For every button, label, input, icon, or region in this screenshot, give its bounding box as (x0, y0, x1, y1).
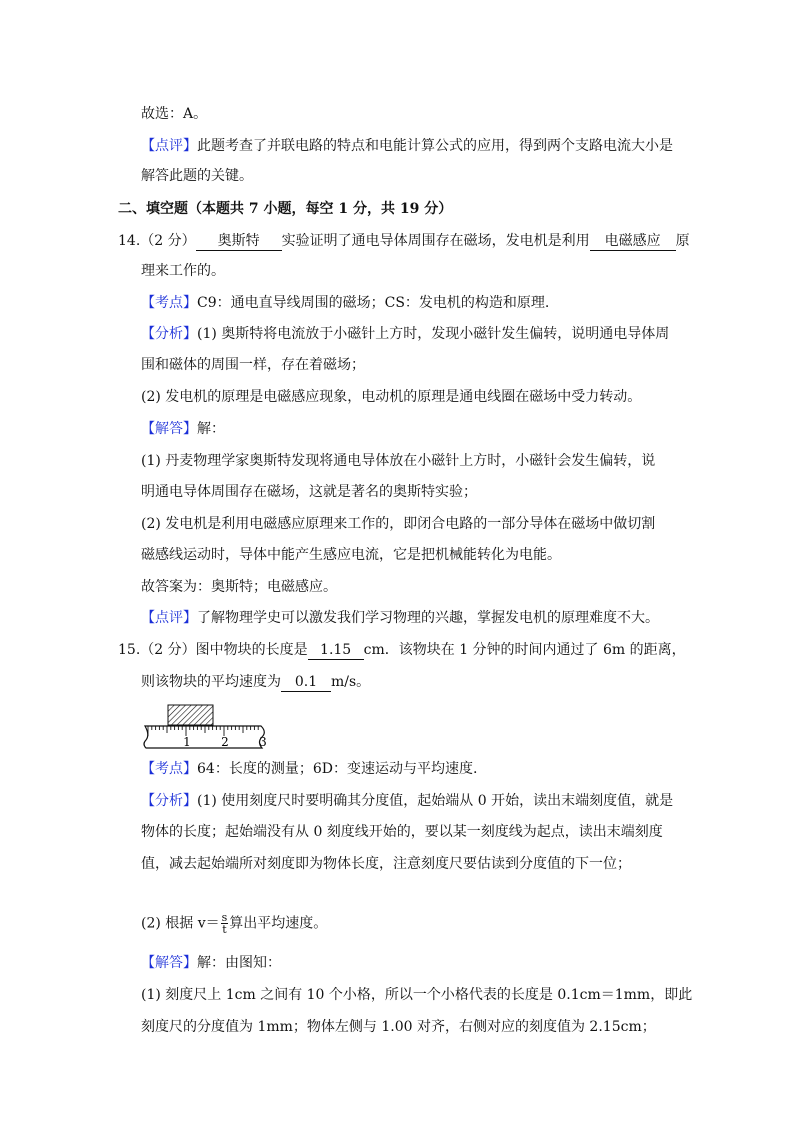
review-paragraph (141, 136, 673, 156)
question-15-cont (141, 672, 370, 692)
pingping-text: 了解物理学史可以激发我们学习物理的兴趣，掌握发电机的原理难度不大。 (197, 610, 659, 626)
question-14-cont: 理来工作的。 (141, 263, 225, 279)
answer-blank-2: 电磁感应 (590, 233, 676, 251)
kaodian-14 (141, 293, 549, 313)
answer-blank-2: 0.1 (281, 674, 331, 692)
fenxi-15-line2: 物体的长度；起始端没有从 0 刻度线开始的，要以某一刻度线为起点，读出末端刻度 (141, 824, 663, 840)
ruler-figure (141, 704, 267, 750)
jieda-text: 解：由图知： (197, 955, 281, 971)
question-15 (118, 640, 686, 660)
kaodian-text: 64：长度的测量；6D：变速运动与平均速度. (197, 761, 478, 777)
pingping-tag: 【点评】 (141, 610, 197, 626)
fenxi-14 (141, 324, 669, 344)
answer-14: 故答案为：奥斯特；电磁感应。 (141, 579, 337, 595)
answer-blank-1: 1.15 (308, 642, 364, 660)
measured-block (168, 705, 213, 725)
jieda-14-line4: 磁感线运动时，导体中能产生感应电流，它是把机械能转化为电能。 (141, 547, 561, 563)
review-text: 此题考查了并联电路的特点和电能计算公式的应用，得到两个支路电流大小是 (197, 138, 673, 154)
fenxi-15-line4 (141, 912, 327, 935)
ruler-label: 2 (221, 735, 229, 749)
review-text-cont: 解答此题的关键。 (141, 168, 253, 184)
speed-formula (221, 912, 229, 935)
fenxi-tag: 【分析】 (141, 793, 197, 809)
fenxi-14-line2: 围和磁体的周围一样，存在着磁场； (141, 357, 365, 373)
kaodian-text: C9：通电直导线周围的磁场；CS：发电机的构造和原理. (197, 295, 550, 311)
formula-numerator: s (221, 911, 228, 924)
ruler-label: 3 (259, 735, 267, 749)
jieda-15-line2: 刻度尺的分度值为 1mm；物体左侧与 1.00 对齐，右侧对应的刻度值为 2.15cm； (141, 1019, 656, 1035)
jieda-text: 解： (197, 421, 225, 437)
question-number: 15.（2 分） (118, 642, 196, 658)
section-heading: 二、填空题（本题共 7 小题，每空 1 分，共 19 分） (118, 201, 453, 217)
jieda-14-line2: 明通电导体周围存在磁场，这就是著名的奥斯特实验； (141, 484, 477, 500)
kaodian-tag: 【考点】 (141, 295, 197, 311)
question-text-end: 原 (675, 233, 690, 249)
kaodian-15 (141, 759, 477, 779)
ruler-body (144, 726, 264, 748)
jieda-14-line3: (2) 发电机是利用电磁感应原理来工作的，即闭合电路的一部分导体在磁场中做切割 (141, 516, 656, 532)
fenxi-15-line3: 值，减去起始端所对刻度即为物体长度，注意刻度尺要估读到分度值的下一位； (141, 856, 631, 872)
jieda-15 (141, 953, 281, 973)
formula-suffix: 算出平均速度。 (229, 915, 328, 932)
answer-blank-1: 奥斯特 (196, 233, 282, 251)
review-tag: 【点评】 (141, 138, 197, 154)
formula-denominator: t (222, 923, 227, 936)
question-number: 14.（2 分） (118, 233, 196, 249)
fenxi-text: (1) 使用刻度尺时要明确其分度值，起始端从 0 开始，读出末端刻度值，就是 (197, 793, 674, 809)
answer-line: 故选：A。 (141, 106, 208, 122)
question-text-3: 则该物块的平均速度为 (141, 674, 281, 690)
fenxi-14-line3: (2) 发电机的原理是电磁感应现象，电动机的原理是通电线圈在磁场中受力转动。 (141, 389, 642, 405)
jieda-14-line1: (1) 丹麦物理学家奥斯特发现将通电导体放在小磁针上方时，小磁针会发生偏转，说 (141, 453, 656, 469)
question-text-4: m/s。 (331, 674, 371, 690)
fenxi-15 (141, 791, 673, 811)
formula-prefix: (2) 根据 v＝ (141, 915, 220, 932)
jieda-tag: 【解答】 (141, 955, 197, 971)
fenxi-tag: 【分析】 (141, 326, 197, 342)
question-14 (118, 231, 690, 251)
kaodian-tag: 【考点】 (141, 761, 197, 777)
question-text-2: cm．该物块在 1 分钟的时间内通过了 6m 的距离， (363, 642, 686, 658)
jieda-tag: 【解答】 (141, 421, 197, 437)
jieda-15-line1: (1) 刻度尺上 1cm 之间有 10 个小格，所以一个小格代表的长度是 0.1cm＝1mm，即此 (141, 987, 693, 1003)
ruler-label: 1 (183, 735, 191, 749)
pingping-14 (141, 608, 659, 628)
question-text: 实验证明了通电导体周围存在磁场，发电机是利用 (281, 233, 590, 249)
jieda-14 (141, 419, 225, 439)
fenxi-text: (1) 奥斯特将电流放于小磁针上方时，发现小磁针发生偏转，说明通电导体周 (197, 326, 670, 342)
question-text: 图中物块的长度是 (195, 642, 308, 658)
